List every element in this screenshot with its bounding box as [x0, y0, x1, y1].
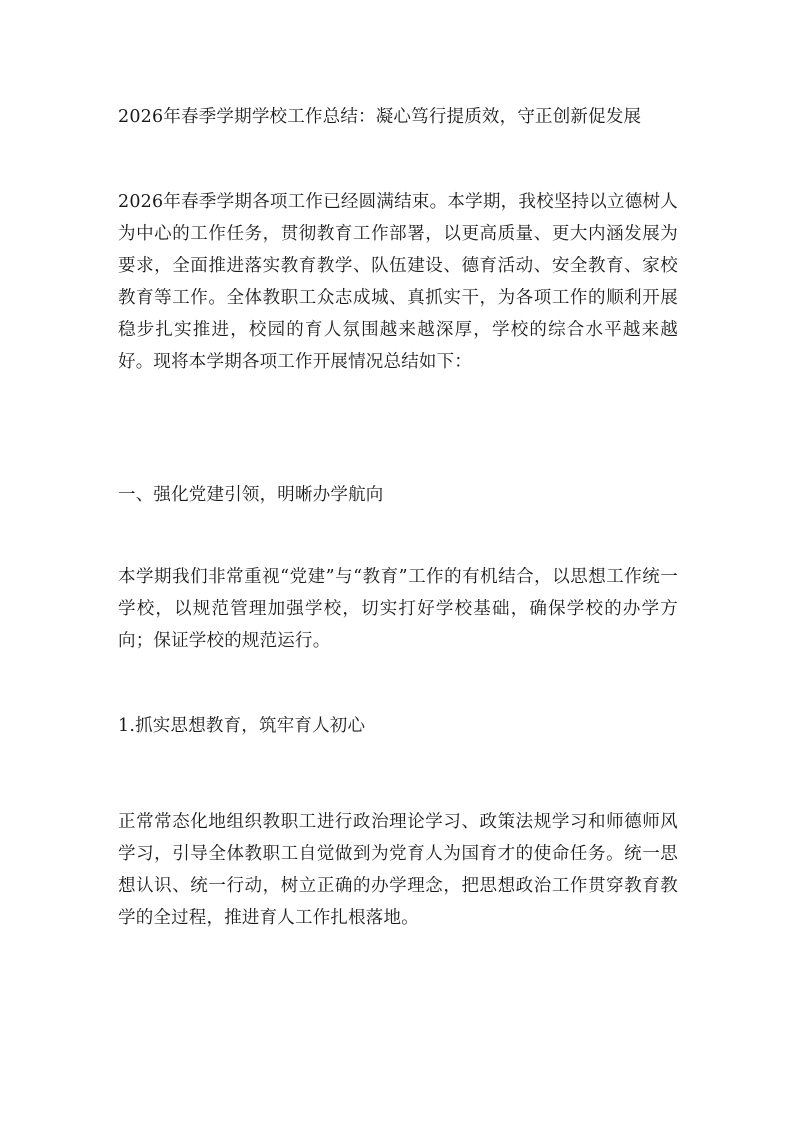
section-heading: 一、强化党建引领，明晰办学航向	[118, 485, 384, 505]
subsection-paragraph: 正常常态化地组织教职工进行政治理论学习、政策法规学习和师德师风学习，引导全体教职工自觉做到为党育人为国育才的使命任务。统一思想认识、统一行动，树立正确的办学理念，把思想政治工作贯穿教育教学的全过程，推进育人工作扎根落地。	[118, 812, 678, 928]
intro-paragraph: 2026年春季学期各项工作已经圆满结束。本学期，我校坚持以立德树人为中心的工作任务，贯彻教育工作部署，以更高质量、更大内涵发展为要求，全面推进落实教育教学、队伍建设、德育活动、安全教育、家校教育等工作。全体教职工众志成城、真抓实干，为各项工作的顺利开展稳步扎实推进，校园的育人氛围越来越深厚，学校的综合水平越来越好。现将本学期各项工作开展情况总结如下：	[118, 192, 678, 372]
subsection-heading: 1.抓实思想教育，筑牢育人初心	[118, 716, 366, 736]
document-title: 2026年春季学期学校工作总结：凝心笃行提质效，守正创新促发展	[118, 107, 642, 127]
section-paragraph: 本学期我们非常重视“党建”与“教育”工作的有机结合，以思想工作统一学校，以规范管理加强学校，切实打好学校基础，确保学校的办学方向；保证学校的规范运行。	[118, 567, 678, 651]
